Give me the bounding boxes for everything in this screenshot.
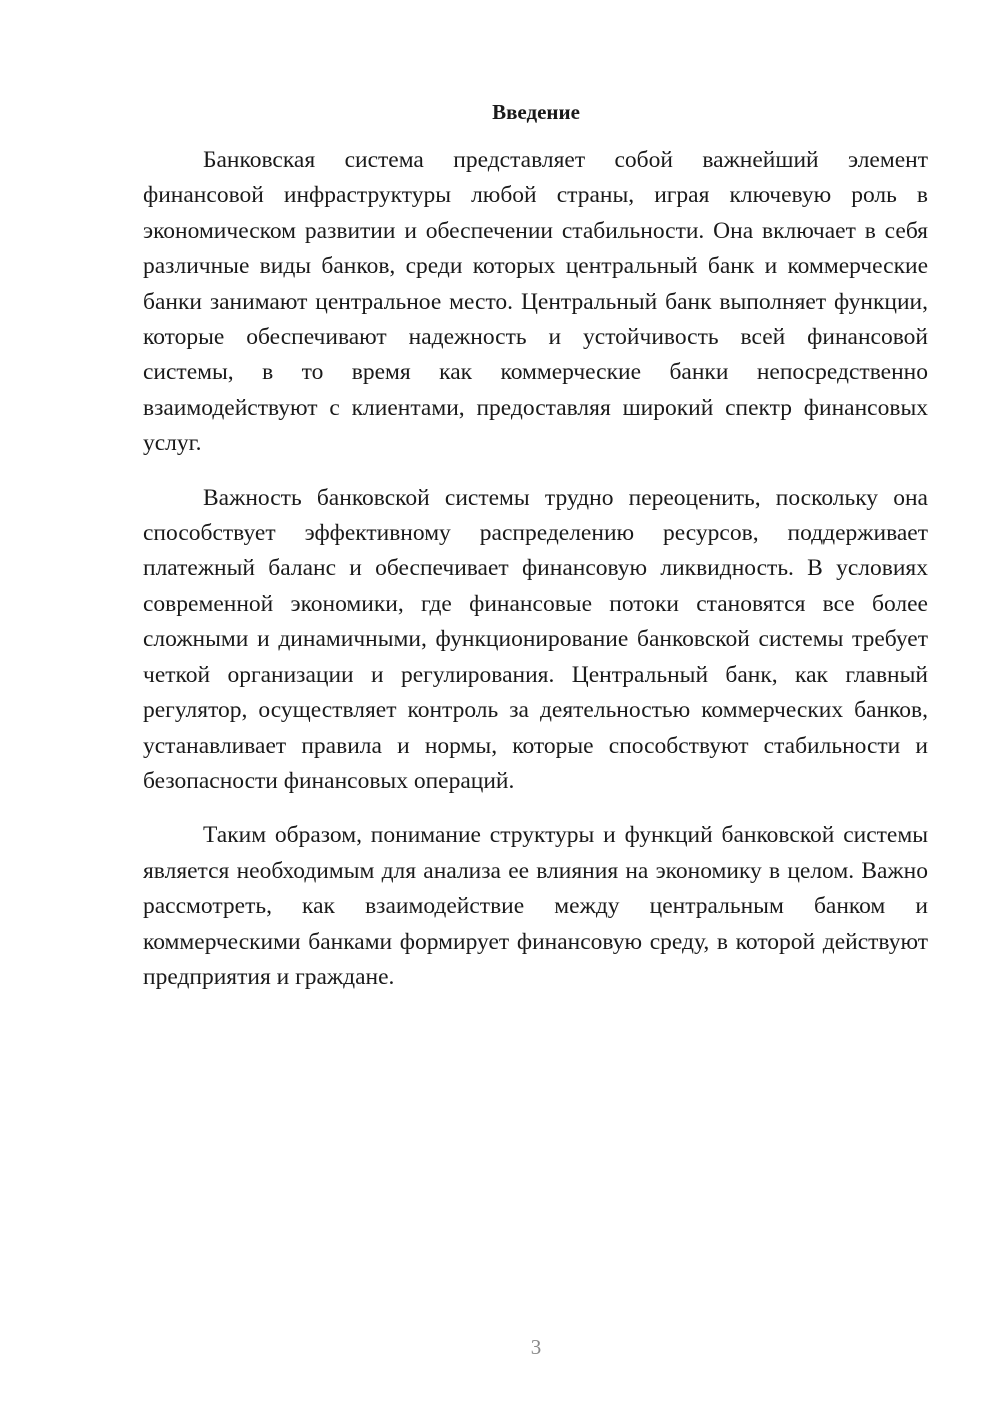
body-text [143, 143, 928, 1014]
paragraph-2: Важность банковской системы трудно переоценить, поскольку она способствует эффективному распределению ресурсов, поддерживает платежный баланс и обеспечивает финансовую ликвидность. В условиях современной экономики, где финансовые потоки становятся все более сложными и динамичными, функционирование банковской системы требует четкой организации и регулирования. Центральный банк, как главный регулятор, осуществляет контроль за деятельностью коммерческих банков, устанавливает правила и нормы, которые способствуют стабильности и безопасности финансовых операций. [143, 484, 928, 794]
paragraph-1: Банковская система представляет собой важнейший элемент финансовой инфраструктуры любой страны, играя ключевую роль в экономическом развитии и обеспечении стабильности. Она включает в себя различные виды банков, среди которых центральный банк и коммерческие банки занимают центральное место. Центральный банк выполняет функции, которые обеспечивают надежность и устойчивость всей финансовой системы, в то время как коммерческие банки непосредственно взаимодействуют с клиентами, предоставляя широкий спектр финансовых услуг. [143, 147, 928, 457]
page-number: 3 [530, 1335, 542, 1359]
section-heading: Введение [492, 100, 580, 124]
paragraph-3: Таким образом, понимание структуры и функций банковской системы является необходимым для анализа ее влияния на экономику в целом. Важно рассмотреть, как взаимодействие между центральным банком и коммерческими банками формирует финансовую среду, в которой действуют предприятия и граждане. [143, 822, 928, 990]
